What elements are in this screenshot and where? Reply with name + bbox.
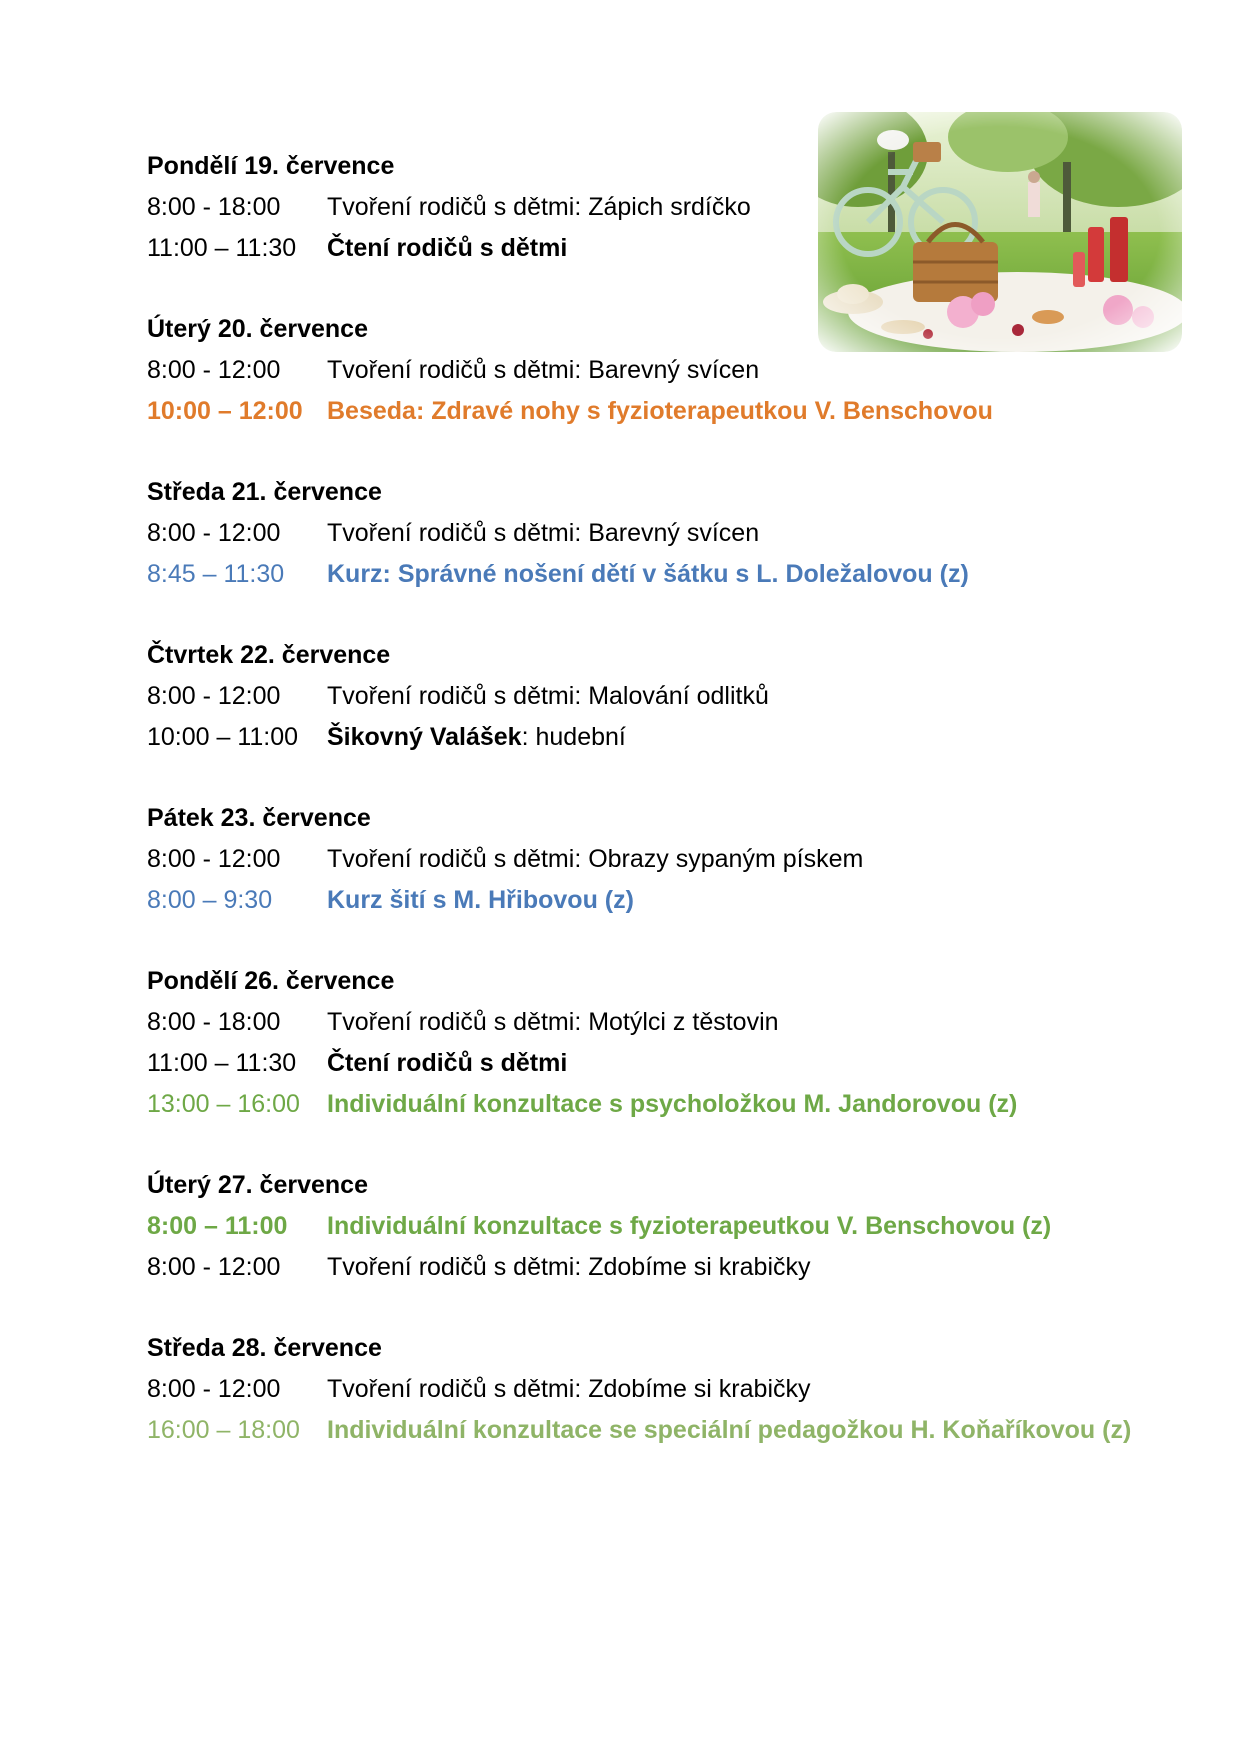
- day-block: [147, 961, 1147, 1125]
- event-row: [147, 391, 1147, 432]
- event-row: [147, 350, 1147, 391]
- event-row: [147, 717, 1147, 758]
- event-text-rest: : hudební: [521, 723, 626, 751]
- event-text: Tvoření rodičů s dětmi: Obrazy sypaným pískem: [327, 845, 864, 873]
- day-title: Středa 21. července: [147, 478, 382, 506]
- event-text-bold: Šikovný Valášek: [327, 723, 522, 751]
- event-row: [147, 1369, 1147, 1410]
- event-row: [147, 1084, 1147, 1125]
- event-time: 8:00 - 12:00: [147, 519, 281, 547]
- event-row: [147, 676, 1147, 717]
- event-time: 11:00 – 11:30: [147, 234, 297, 262]
- schedule-list: [147, 146, 1147, 1491]
- event-text: Tvoření rodičů s dětmi: Barevný svícen: [327, 356, 760, 384]
- event-text: Tvoření rodičů s dětmi: Malování odlitků: [327, 682, 769, 710]
- event-text: Individuální konzultace se speciální pedagožkou H. Koňaříkovou (z): [327, 1416, 1132, 1444]
- event-time: 8:00 - 18:00: [147, 193, 281, 221]
- event-time: 8:00 - 12:00: [147, 682, 281, 710]
- event-row: [147, 1002, 1147, 1043]
- day-title: Pondělí 19. července: [147, 152, 395, 180]
- day-title: Pátek 23. července: [147, 804, 371, 832]
- event-text: Tvoření rodičů s dětmi: Zdobíme si krabičky: [327, 1375, 811, 1403]
- day-block: [147, 1165, 1147, 1288]
- event-time: 11:00 – 11:30: [147, 1049, 297, 1077]
- event-row: [147, 1410, 1147, 1451]
- event-time: 8:00 - 12:00: [147, 356, 281, 384]
- event-row: [147, 513, 1147, 554]
- event-text: [327, 717, 626, 758]
- event-time: 8:00 - 12:00: [147, 1375, 281, 1403]
- event-time: 16:00 – 18:00: [147, 1416, 300, 1444]
- day-title: Pondělí 26. července: [147, 967, 395, 995]
- event-text: Individuální konzultace s psycholožkou M. Jandorovou (z): [327, 1090, 1018, 1118]
- event-row: [147, 839, 1147, 880]
- day-title: Středa 28. července: [147, 1334, 382, 1362]
- event-time: 8:00 – 11:00: [147, 1212, 288, 1240]
- day-block: [147, 146, 1147, 269]
- day-title: Úterý 27. července: [147, 1171, 368, 1199]
- event-text: Tvoření rodičů s dětmi: Barevný svícen: [327, 519, 760, 547]
- event-time: 8:00 – 9:30: [147, 886, 273, 914]
- event-time: 8:00 - 18:00: [147, 1008, 281, 1036]
- event-time: 8:00 - 12:00: [147, 1253, 281, 1281]
- day-block: [147, 472, 1147, 595]
- event-row: [147, 228, 1147, 269]
- event-time: 10:00 – 11:00: [147, 723, 299, 751]
- event-time: 8:00 - 12:00: [147, 845, 281, 873]
- event-row: [147, 1247, 1147, 1288]
- event-text: Individuální konzultace s fyzioterapeutkou V. Benschovou (z): [327, 1212, 1052, 1240]
- day-title: Čtvrtek 22. července: [147, 641, 391, 669]
- day-block: [147, 635, 1147, 758]
- event-text: Kurz šití s M. Hřibovou (z): [327, 886, 634, 914]
- event-time: 13:00 – 16:00: [147, 1090, 300, 1118]
- day-title: Úterý 20. července: [147, 315, 368, 343]
- event-row: [147, 554, 1147, 595]
- day-block: [147, 309, 1147, 432]
- event-time: 10:00 – 12:00: [147, 397, 303, 425]
- event-text: Tvoření rodičů s dětmi: Motýlci z těstovin: [327, 1008, 779, 1036]
- event-text: Beseda: Zdravé nohy s fyzioterapeutkou V. Benschovou: [327, 397, 993, 425]
- event-row: [147, 1043, 1147, 1084]
- event-time: 8:45 – 11:30: [147, 560, 285, 588]
- event-row: [147, 187, 1147, 228]
- event-text: Tvoření rodičů s dětmi: Zdobíme si krabičky: [327, 1253, 811, 1281]
- event-row: [147, 880, 1147, 921]
- event-text: Tvoření rodičů s dětmi: Zápich srdíčko: [327, 193, 751, 221]
- day-block: [147, 1328, 1147, 1451]
- event-text: Čtení rodičů s dětmi: [327, 234, 568, 262]
- event-text: Čtení rodičů s dětmi: [327, 1049, 568, 1077]
- day-block: [147, 798, 1147, 921]
- event-row: [147, 1206, 1147, 1247]
- event-text: Kurz: Správné nošení dětí v šátku s L. Doležalovou (z): [327, 560, 969, 588]
